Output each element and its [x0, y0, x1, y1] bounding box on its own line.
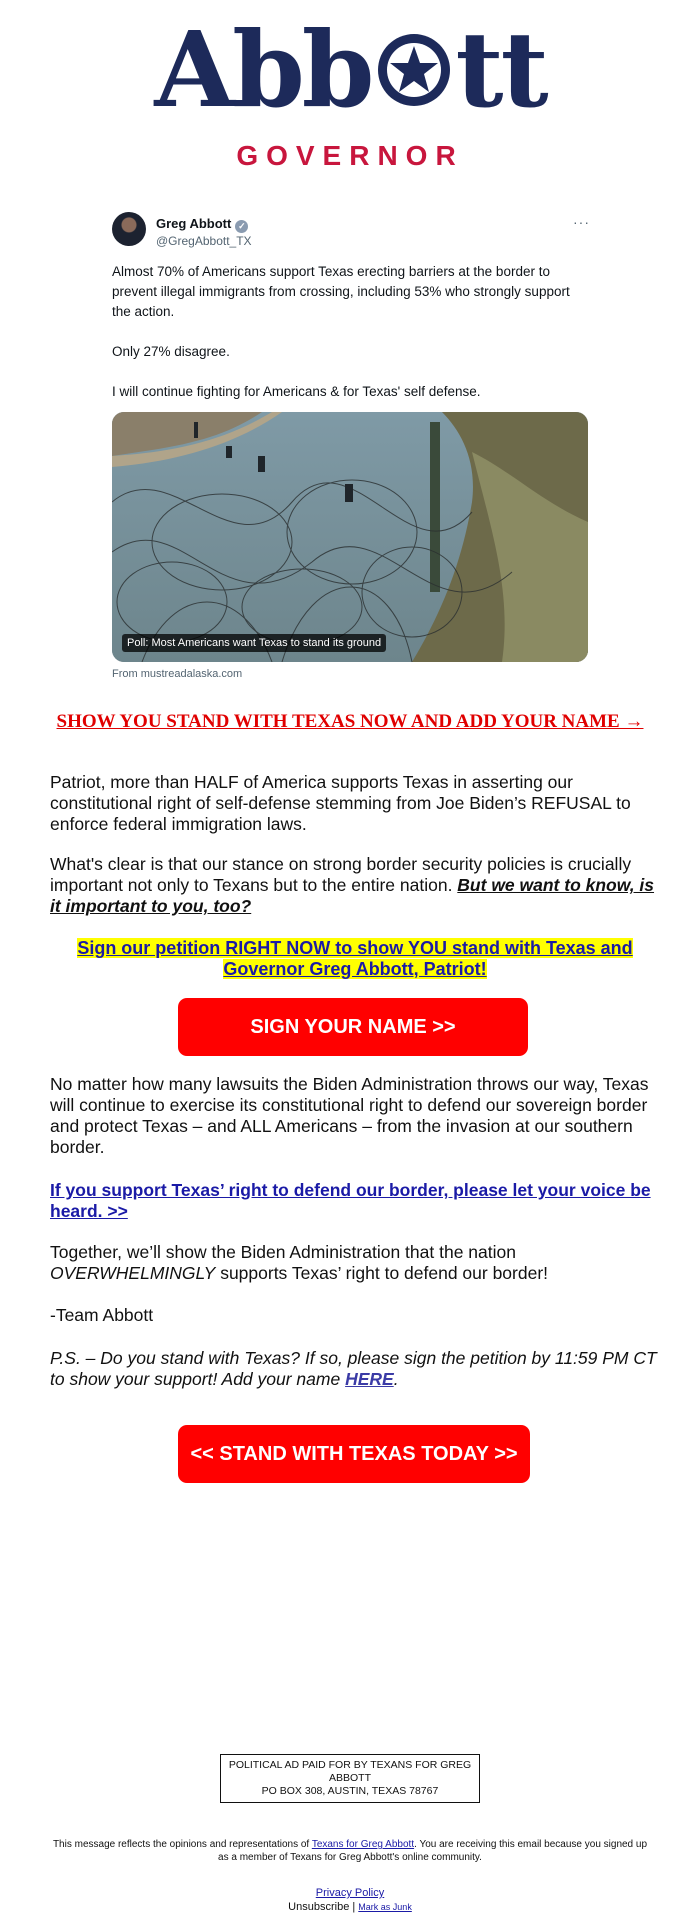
abbott-logo: [0, 10, 700, 175]
tweet-author-name: Greg Abbott: [156, 216, 232, 231]
tweet-paragraph: Almost 70% of Americans support Texas erecting barriers at the border to prevent illegal immigrants from crossing, including 53% who strongly support the action.: [112, 264, 570, 319]
tweet-handle[interactable]: @GregAbbott_TX: [156, 234, 252, 248]
disclaimer-line-1: POLITICAL AD PAID FOR BY TEXANS FOR GREG ABBOTT: [228, 1759, 472, 1784]
star-icon: [374, 30, 454, 110]
stand-with-texas-button[interactable]: << STAND WITH TEXAS TODAY >>: [178, 1425, 530, 1483]
footer-links: [0, 1886, 700, 1914]
media-caption: Poll: Most Americans want Texas to stand its ground: [122, 634, 386, 652]
footer-note-before: This message reflects the opinions and representations of: [52, 1839, 312, 1850]
postscript-text: P.S. – Do you stand with Texas? If so, please sign the petition by 11:59 PM CT to show your support! Add your name: [50, 1348, 657, 1389]
privacy-policy-link[interactable]: Privacy Policy: [315, 1887, 385, 1899]
signoff: [50, 1305, 660, 1326]
logo-wordmark-left: Abb: [154, 8, 372, 131]
tweet-author[interactable]: [156, 216, 248, 233]
paragraph-3: [50, 1074, 660, 1158]
more-options-icon[interactable]: ···: [573, 214, 590, 230]
disclaimer-line-2: PO BOX 308, AUSTIN, TEXAS 78767: [261, 1785, 439, 1797]
texans-for-greg-abbott-link[interactable]: Texans for Greg Abbott: [311, 1839, 415, 1850]
footer-note: [50, 1838, 650, 1864]
paragraph-2: [50, 854, 660, 917]
paragraph-1: [50, 772, 660, 835]
unsubscribe-link[interactable]: Unsubscribe: [288, 1901, 350, 1913]
petition-link-text[interactable]: Sign our petition RIGHT NOW to show YOU stand with Texas and Governor Greg Abbott, Patriot!: [77, 938, 633, 979]
paid-for-disclaimer: [220, 1754, 480, 1803]
tweet-text: [112, 262, 582, 422]
paragraph-4-emphasis: OVERWHELMINGLY: [50, 1263, 216, 1283]
tweet-paragraph: Only 27% disagree.: [112, 344, 230, 359]
sign-your-name-button[interactable]: SIGN YOUR NAME >>: [178, 998, 528, 1056]
tweet-paragraph: I will continue fighting for Americans & for Texas' self defense.: [112, 384, 481, 399]
paragraph-4: [50, 1242, 660, 1284]
logo-subtitle: GOVERNOR: [236, 140, 464, 171]
footer-note-after: . You are receiving this email because you signed up as a member of Texans for Greg Abbott's online community.: [218, 1839, 648, 1863]
paragraph-3-text: No matter how many lawsuits the Biden Administration throws our way, Texas will continue to exercise its constitutional right to defend our sovereign border and protect Texas – and ALL Americans – from the invasion at our southern border.: [50, 1074, 649, 1157]
paragraph-2-text: What's clear is that our stance on strong border security policies is crucially important not only to Texans but to the entire nation.: [50, 854, 632, 895]
headline-link[interactable]: SHOW YOU STAND WITH TEXAS NOW AND ADD YOUR NAME →: [56, 711, 644, 732]
avatar[interactable]: [112, 212, 146, 246]
tweet-media-image[interactable]: [112, 412, 588, 662]
paragraph-1-text: Patriot, more than HALF of America supports Texas in asserting our constitutional right of self-defense stemming from Joe Biden’s REFUSAL to enforce federal immigration laws.: [50, 772, 631, 834]
here-link[interactable]: HERE: [345, 1369, 394, 1389]
border-river-photo: [112, 412, 588, 662]
postscript-end: .: [393, 1369, 399, 1389]
verified-icon: ✓: [235, 220, 248, 233]
support-border-link[interactable]: If you support Texas’ right to defend our border, please let your voice be heard. >>: [50, 1180, 651, 1221]
important-question-link[interactable]: But we want to know, is it important to you, too?: [50, 875, 655, 916]
signoff-text: -Team Abbott: [50, 1305, 154, 1325]
petition-link[interactable]: [50, 938, 660, 980]
footer-separator: |: [349, 1901, 359, 1913]
postscript: [50, 1348, 660, 1390]
mark-as-junk-link[interactable]: Mark as Junk: [358, 1902, 412, 1912]
paragraph-4-text: Together, we’ll show the Biden Administration that the nation: [50, 1242, 516, 1262]
tweet-source[interactable]: From mustreadalaska.com: [112, 668, 243, 680]
logo-wordmark: [0, 10, 700, 130]
paragraph-4-rest: supports Texas’ right to defend our border!: [215, 1263, 549, 1283]
logo-wordmark-right: tt: [455, 8, 546, 131]
